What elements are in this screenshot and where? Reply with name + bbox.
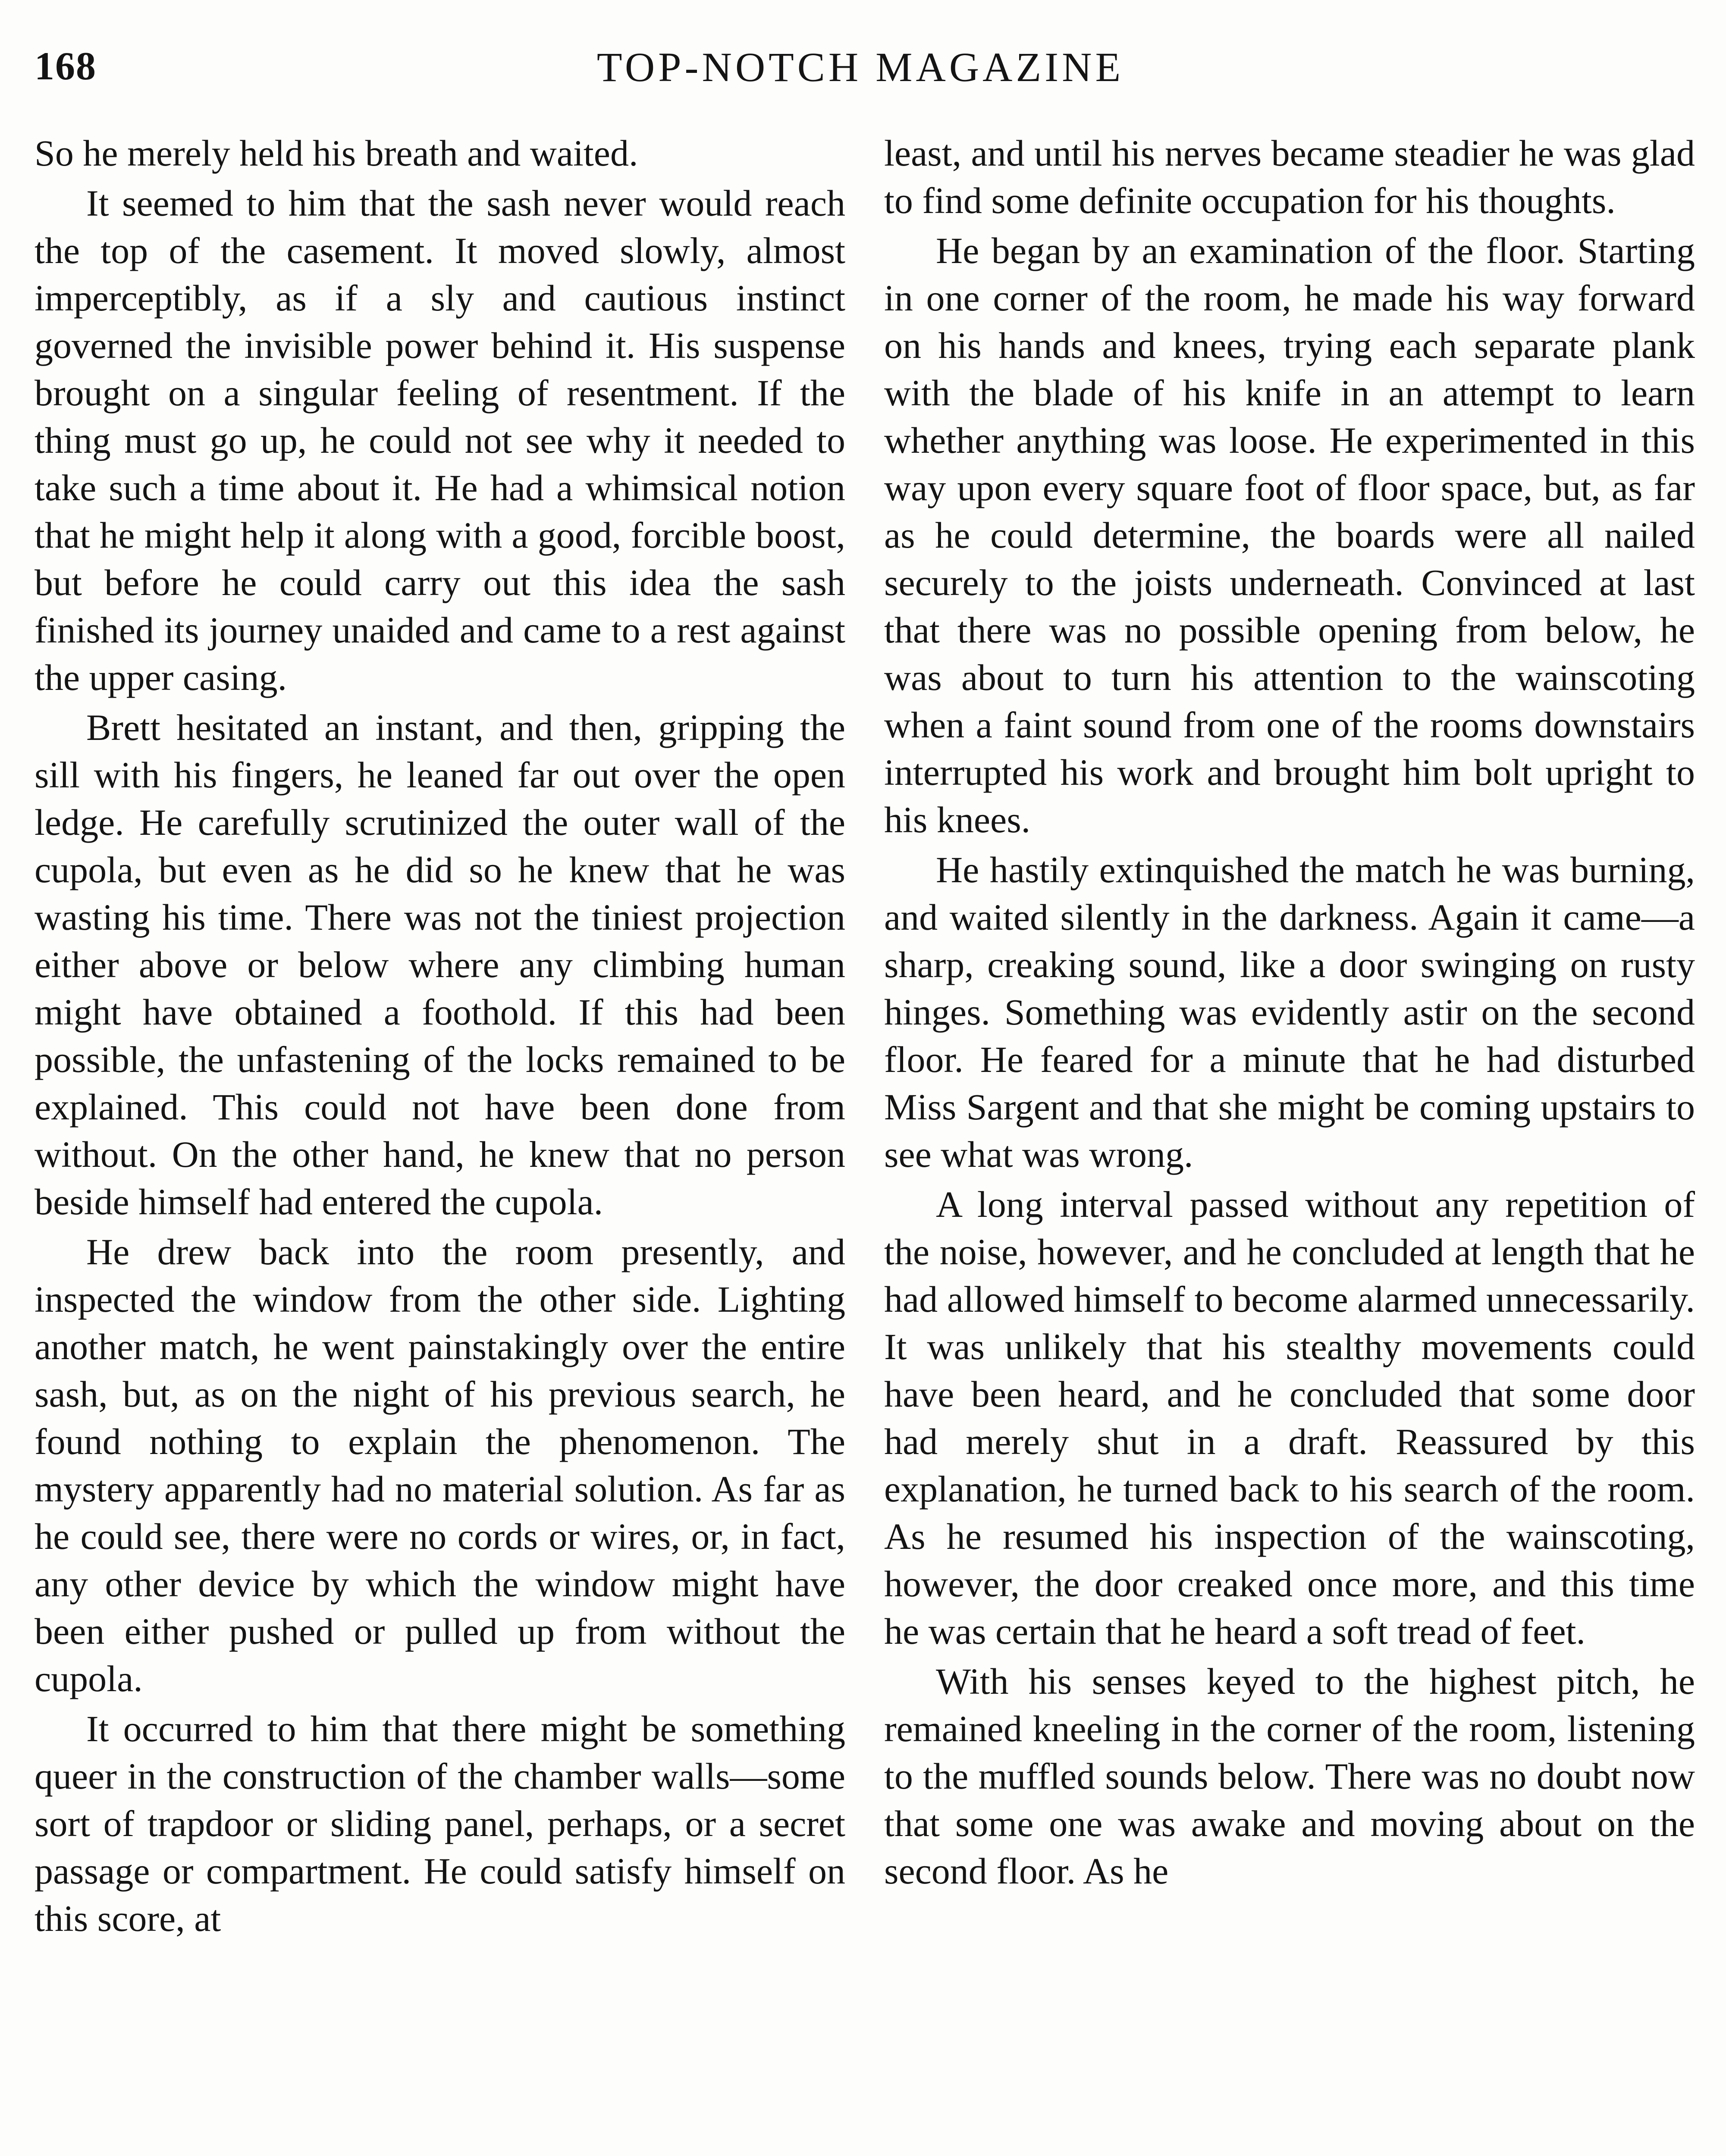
paragraph: He drew back into the room presently, and inspected the window from the other side. Lighting another match, he went painstakingly over the entire sash, but, as on the night of his previous search, he found nothing to explain the phenomenon. The mystery apparently had no material solution. As far as he could see, there were no cords or wires, or, in fact, any other device by which the window might have been either pushed or pulled up from without the cupola. [35, 1231, 845, 1699]
paragraph: With his senses keyed to the highest pitch, he remained kneeling in the corner of the room, listening to the muffled sounds below. There was no doubt now that some one was awake and moving about on the second floor. As he [884, 1661, 1695, 1892]
right-column [884, 129, 1695, 2156]
left-column [35, 129, 845, 2156]
paragraph: It seemed to him that the sash never would reach the top of the casement. It moved slowly, almost imperceptibly, as if a sly and cautious instinct governed the invisible power behind it. His suspense brought on a singular feeling of resentment. If the thing must go up, he could not see why it needed to take such a time about it. He had a whimsical notion that he might help it along with a good, forcible boost, but before he could carry out this idea the sash finished its journey unaided and came to a rest against the upper casing. [35, 182, 845, 698]
paragraph: So he merely held his breath and waited. [35, 132, 638, 174]
page-number: 168 [35, 44, 97, 88]
paragraph: He hastily extinquished the match he was burning, and waited silently in the darkness. Again it came—a sharp, creaking sound, like a door swinging on rusty hinges. Something was evidently astir on the second floor. He feared for a minute that he had disturbed Miss Sargent and that she might be coming upstairs to see what was wrong. [884, 849, 1695, 1175]
paragraph: He began by an examination of the floor. Starting in one corner of the room, he made his way forward on his hands and knees, trying each separate plank with the blade of his knife in an attempt to learn whether anything was loose. He experimented in this way upon every square foot of floor space, but, as far as he could determine, the boards were all nailed securely to the joists underneath. Convinced at last that there was no possible opening from below, he was about to turn his attention to the wainscoting when a faint sound from one of the rooms downstairs interrupted his work and brought him bolt upright to his knees. [884, 230, 1695, 840]
paragraph: least, and until his nerves became steadier he was glad to find some definite occupation for his thoughts. [884, 132, 1695, 221]
page-header [35, 43, 1686, 108]
running-title: TOP-NOTCH MAGAZINE [596, 44, 1124, 90]
paragraph: Brett hesitated an instant, and then, gripping the sill with his fingers, he leaned far out over the open ledge. He carefully scrutinized the outer wall of the cupola, but even as he did so he knew that he was wasting his time. There was not the tiniest projection either above or below where any climbing human might have obtained a foothold. If this had been possible, the unfastening of the locks remained to be explained. This could not have been done from without. On the other hand, he knew that no person beside himself had entered the cupola. [35, 707, 845, 1222]
paragraph: A long interval passed without any repetition of the noise, however, and he concluded at length that he had allowed himself to become alarmed unnecessarily. It was unlikely that his stealthy movements could have been heard, and he concluded that some door had merely shut in a draft. Reassured by this explanation, he turned back to his search of the room. As he resumed his inspection of the wainscoting, however, the door creaked once more, and this time he was certain that he heard a soft tread of feet. [884, 1184, 1695, 1652]
paragraph: It occurred to him that there might be something queer in the construction of the chamber walls—some sort of trapdoor or sliding panel, perhaps, or a secret passage or compartment. He could satisfy himself on this score, at [35, 1708, 845, 1939]
